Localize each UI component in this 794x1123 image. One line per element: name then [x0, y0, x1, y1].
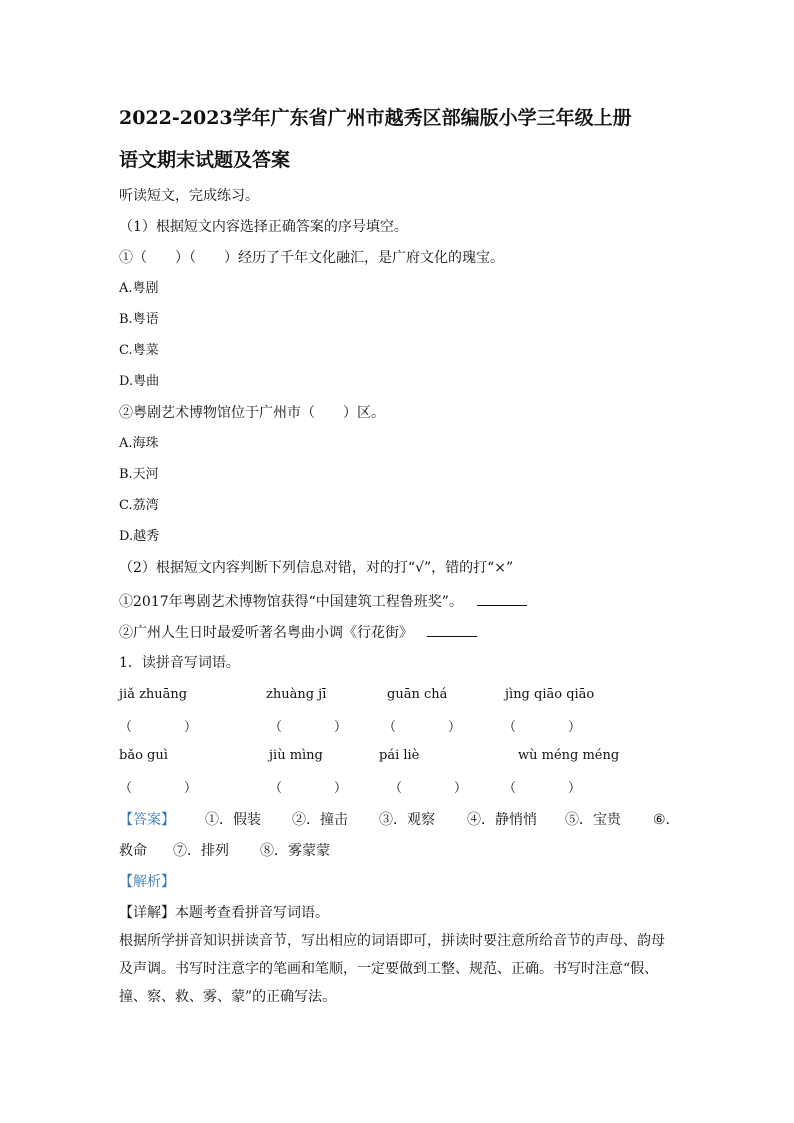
answer-blanks-row-1 — [119, 716, 679, 736]
q2-option-d: D.越秀 — [119, 529, 160, 544]
part2-heading: （2）根据短文内容判断下列信息对错，对的打“√”，错的打“×” — [119, 560, 514, 576]
answer-paren: （ ） — [389, 781, 468, 796]
answer-item: ⑦．排列 — [173, 843, 229, 859]
detail-label: 【详解】 — [119, 905, 175, 921]
detail-line — [119, 903, 329, 923]
answer-paren: （ ） — [503, 720, 582, 735]
judge-item-2 — [119, 622, 477, 643]
answer-item: ⑧．雾蒙蒙 — [260, 843, 330, 859]
q2-option-c: C.荔湾 — [119, 498, 159, 513]
judge-item-1-text: ①2017年粤剧艺术博物馆获得“中国建筑工程鲁班奖”。 — [119, 594, 463, 610]
answer-tag: 【答案】 — [119, 812, 175, 828]
pinyin-item: pái liè — [379, 748, 420, 763]
section-1-heading: 1．读拼音写词语。 — [119, 655, 240, 671]
pinyin-item: bǎo guì — [119, 748, 168, 763]
answer-item: ⑥． — [653, 812, 680, 828]
answer-paren: （ ） — [269, 720, 348, 735]
detail-text: 本题考查看拼音写词语。 — [175, 905, 329, 921]
q1-option-d: D.粤曲 — [119, 374, 160, 389]
answer-paren: （ ） — [503, 781, 582, 796]
answer-paren: （ ） — [119, 720, 198, 735]
question-1-stem: ①（ ）（ ）经历了千年文化融汇，是广府文化的瑰宝。 — [119, 250, 504, 266]
part1-heading: （1）根据短文内容选择正确答案的序号填空。 — [119, 219, 408, 235]
q1-option-b: B.粤语 — [119, 312, 159, 327]
analysis-tag: 【解析】 — [119, 874, 175, 890]
answer-blanks-row-2 — [119, 777, 679, 797]
pinyin-item: jiǎ zhuāng — [119, 687, 188, 702]
pinyin-item: wù méng méng — [518, 748, 620, 763]
pinyin-item: jiù mìng — [269, 748, 323, 763]
q2-option-b: B.天河 — [119, 467, 159, 482]
judge-item-2-text: ②广州人生日时最爱听著名粤曲小调《行花街》 — [119, 625, 413, 641]
doc-title-line-1: 2022-2023学年广东省广州市越秀区部编版小学三年级上册 — [119, 107, 632, 129]
pinyin-item: zhuàng jī — [266, 687, 327, 702]
answer-item: ②．撞击 — [292, 812, 348, 828]
answer-paren: （ ） — [269, 781, 348, 796]
answer-item: ①．假装 — [205, 812, 261, 828]
judge-1-blank — [477, 591, 527, 606]
explanation-paragraph: 根据所学拼音知识拼读音节，写出相应的词语即可，拼读时要注意所给音节的声母、韵母及声调。书写时注意字的笔画和笔顺，一定要做到工整、规范、正确。书写时注意“假、撞、察、救、雾、蒙”的正确写法。 — [119, 933, 665, 1005]
pinyin-item: guān chá — [387, 687, 448, 702]
q1-option-c: C.粤菜 — [119, 343, 159, 358]
judge-2-blank — [427, 622, 477, 637]
answer-item: ⑤．宝贵 — [565, 812, 621, 828]
answer-paren: （ ） — [119, 781, 198, 796]
intro-text: 听读短文，完成练习。 — [119, 188, 259, 204]
answer-item: 救命 — [119, 843, 147, 859]
question-2-stem: ②粤剧艺术博物馆位于广州市（ ）区。 — [119, 405, 385, 421]
doc-title-line-2: 语文期末试题及答案 — [119, 149, 291, 171]
answer-item: ④．静悄悄 — [467, 812, 537, 828]
pinyin-row-1 — [119, 687, 679, 707]
q2-option-a: A.海珠 — [119, 436, 159, 451]
q1-option-a: A.粤剧 — [119, 281, 159, 296]
answer-item: ③．观察 — [379, 812, 435, 828]
pinyin-item: jìng qiāo qiāo — [505, 687, 595, 702]
pinyin-row-2 — [119, 748, 679, 768]
judge-item-1 — [119, 591, 527, 612]
answer-paren: （ ） — [383, 720, 462, 735]
